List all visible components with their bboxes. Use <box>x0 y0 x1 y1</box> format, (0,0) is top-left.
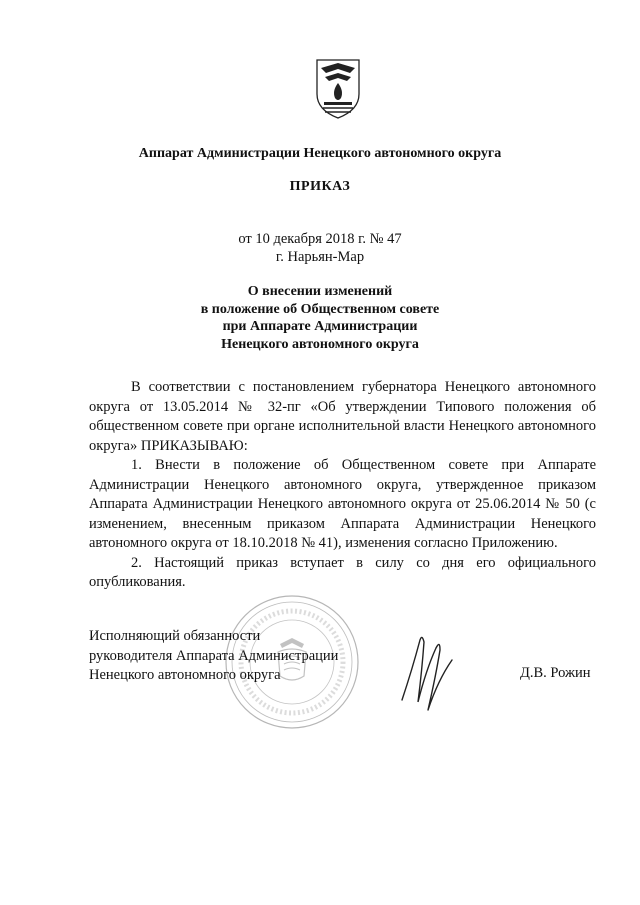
document-city: г. Нарьян-Мар <box>275 249 365 265</box>
document-body <box>89 378 596 593</box>
subject-line: при Аппарате Администрации <box>222 319 418 334</box>
subject-line: в положение об Общественном совете <box>200 301 440 317</box>
document-subject <box>0 283 640 353</box>
order-item-2: 2. Настоящий приказ вступает в силу со дня его официального опубликования. <box>89 554 596 590</box>
signatory-name: Д.В. Рожин <box>520 665 591 681</box>
position-line: Ненецкого автономного округа <box>89 667 281 683</box>
position-line: Исполняющий обязанности <box>89 628 261 644</box>
subject-line: О внесении изменений <box>247 284 393 299</box>
organization-title: Аппарат Администрации Ненецкого автономного округа <box>138 146 502 161</box>
coat-of-arms-icon <box>315 58 361 120</box>
signatory-position <box>89 627 338 686</box>
order-item-1: 1. Внести в положение об Общественном совете при Аппарате Администрации Ненецкого автономного округа, утвержденное приказом Аппарата Администрации Ненецкого автономного округа от 25.06.2014 № 50 (с изменением, внесенным приказом Аппарата Администрации Ненецкого автономного округа от 18.10.2018 № 41), изменения согласно Приложению. <box>89 457 596 551</box>
position-line: руководителя Аппарата Администрации <box>89 647 339 664</box>
preamble-paragraph: В соответствии с постановлением губернатора Ненецкого автономного округа от 13.05.2014 № 32-пг «Об утверждении Типового положения об общественном совете при органе исполнительной власти Ненецкого автономного округа» ПРИКАЗЫВАЮ: <box>89 379 596 454</box>
handwritten-signature <box>398 630 458 720</box>
document-type: ПРИКАЗ <box>289 179 351 194</box>
document-date-number: от 10 декабря 2018 г. № 47 <box>238 231 402 247</box>
subject-line: Ненецкого автономного округа <box>221 336 419 352</box>
